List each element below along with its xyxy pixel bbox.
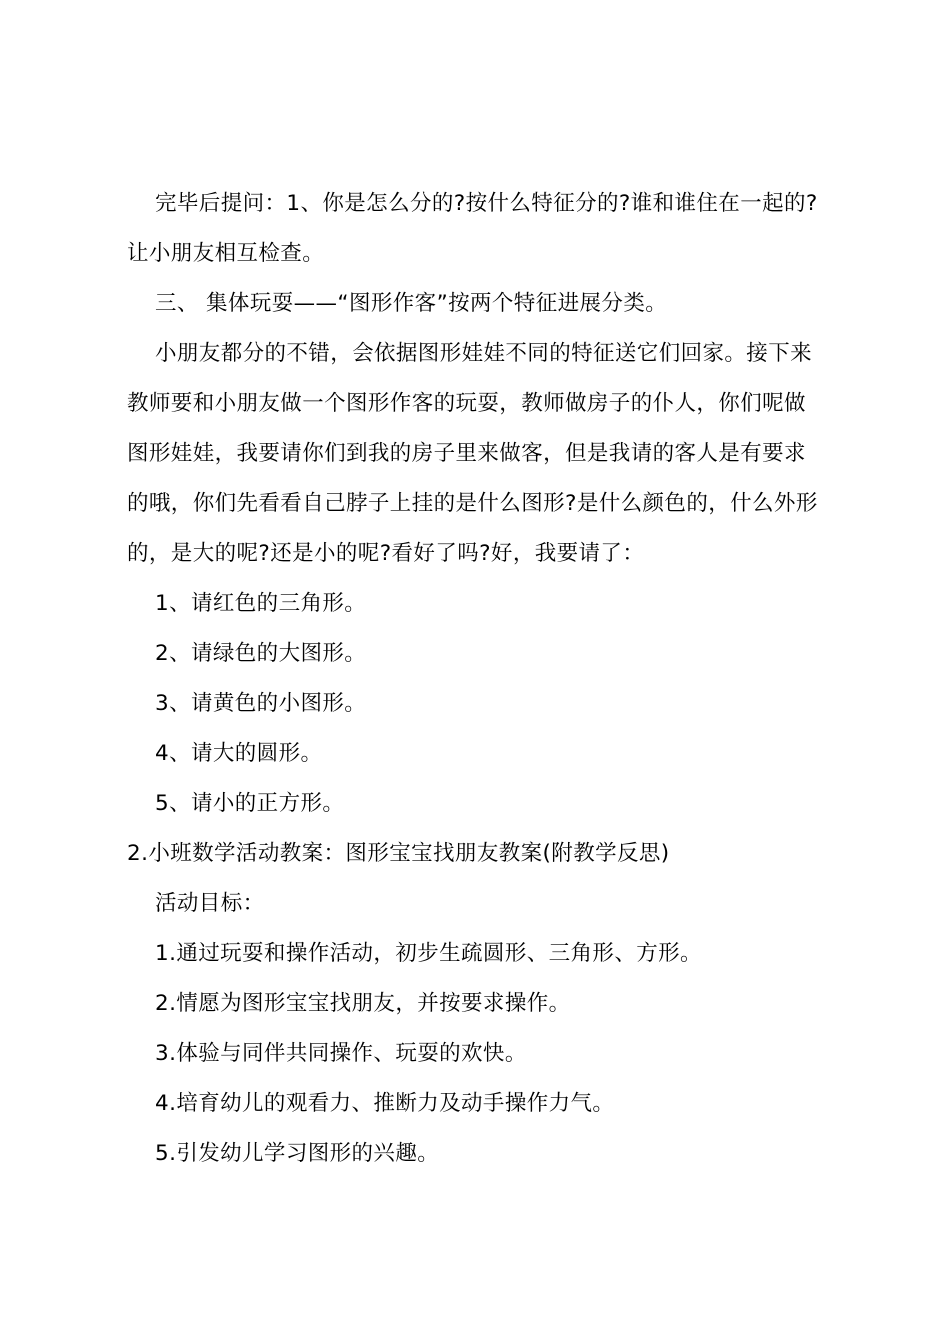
list-item: 4、请大的圆形。 bbox=[155, 741, 323, 766]
section-heading: 2.小班数学活动教案：图形宝宝找朋友教案(附教学反思) bbox=[127, 841, 670, 866]
list-item: 3、请黄色的小图形。 bbox=[155, 691, 367, 716]
list-item: 2、请绿色的大图形。 bbox=[155, 641, 367, 666]
subheading: 活动目标： bbox=[155, 891, 265, 916]
text-line: 让小朋友相互检查。 bbox=[127, 241, 325, 266]
text-line: 教师要和小朋友做一个图形作客的玩耍，教师做房子的仆人，你们呢做 bbox=[127, 391, 806, 416]
list-item: 3.体验与同伴共同操作、玩耍的欢快。 bbox=[155, 1041, 527, 1066]
list-item: 5、请小的正方形。 bbox=[155, 791, 345, 816]
text-line: 小朋友都分的不错，会依据图形娃娃不同的特征送它们回家。接下来 bbox=[155, 341, 813, 366]
list-item: 2.情愿为图形宝宝找朋友，并按要求操作。 bbox=[155, 991, 571, 1016]
text-line: 完毕后提问：1、你是怎么分的?按什么特征分的?谁和谁住在一起的? bbox=[155, 191, 818, 216]
list-item: 4.培育幼儿的观看力、推断力及动手操作力气。 bbox=[155, 1091, 615, 1116]
list-item: 1.通过玩耍和操作活动，初步生疏圆形、三角形、方形。 bbox=[155, 941, 702, 966]
text-line: 的哦，你们先看看自己脖子上挂的是什么图形?是什么颜色的，什么外形 bbox=[127, 491, 818, 516]
text-line: 图形娃娃，我要请你们到我的房子里来做客，但是我请的客人是有要求 bbox=[127, 441, 806, 466]
list-item: 5.引发幼儿学习图形的兴趣。 bbox=[155, 1141, 440, 1166]
list-item: 1、请红色的三角形。 bbox=[155, 591, 367, 616]
text-line: 三、 集体玩耍——“图形作客”按两个特征进展分类。 bbox=[155, 291, 668, 316]
text-line: 的，是大的呢?还是小的呢?看好了吗?好，我要请了： bbox=[127, 541, 645, 566]
